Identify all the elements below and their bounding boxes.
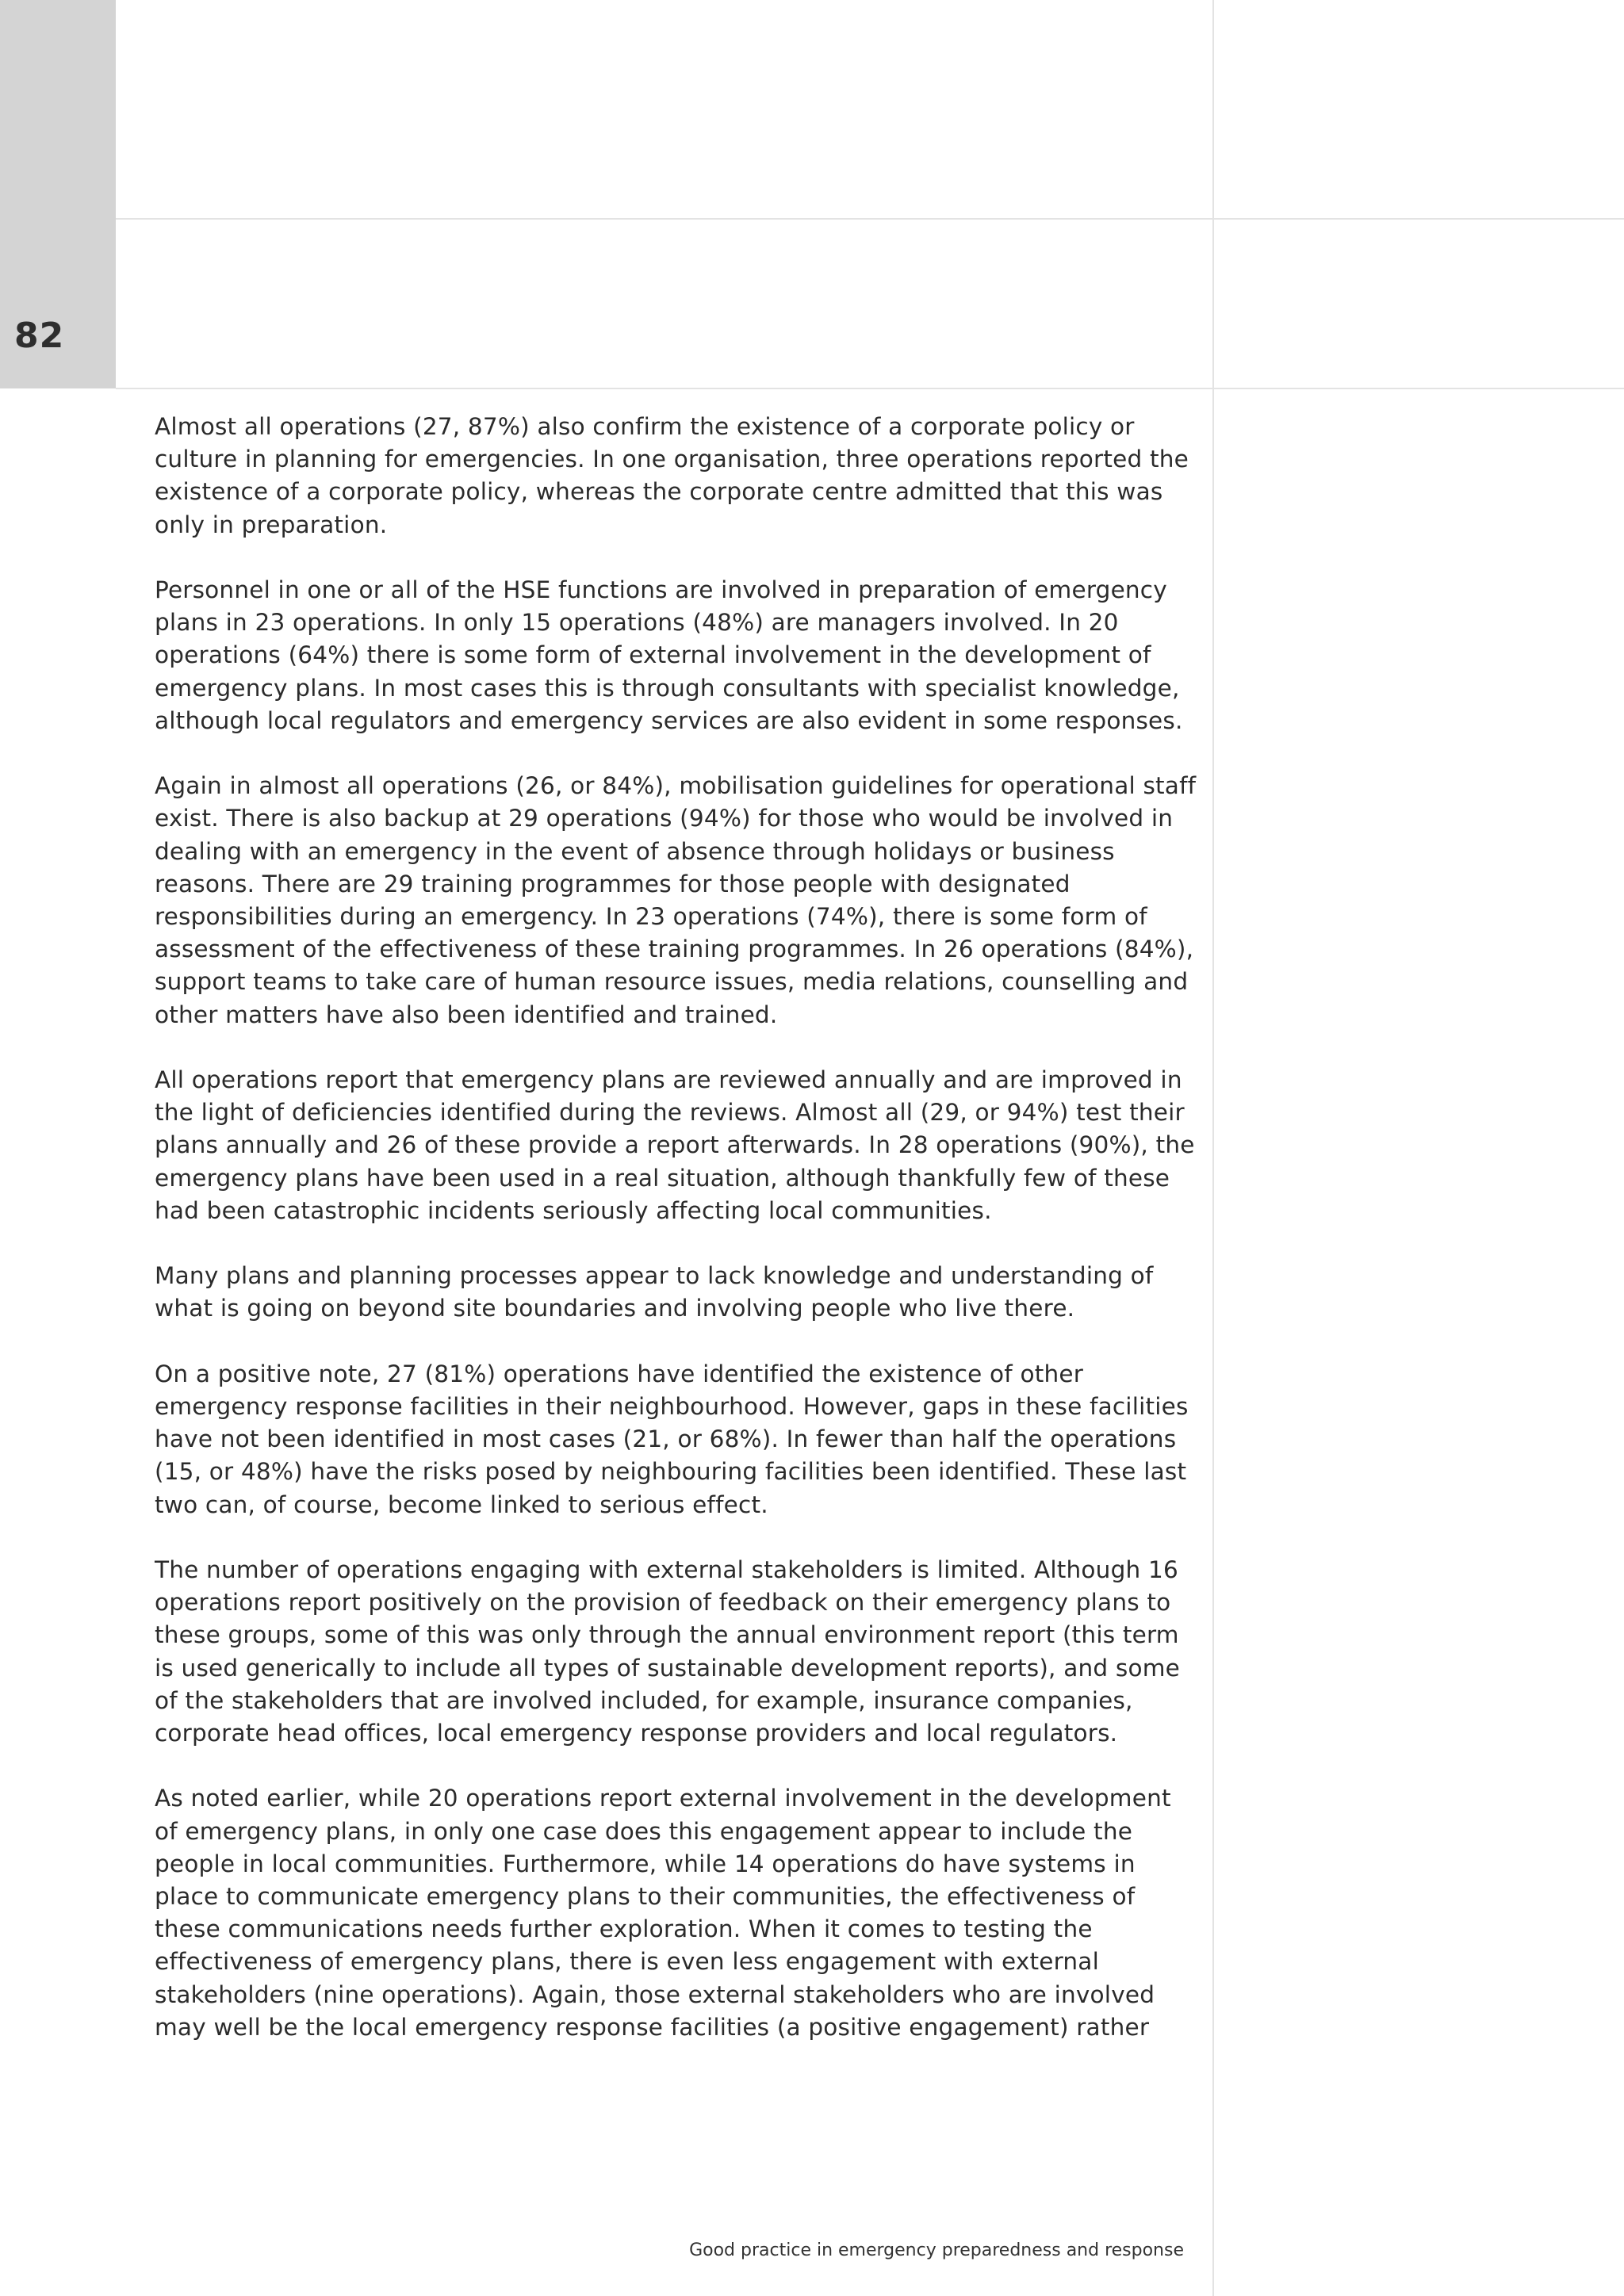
body-text	[155, 411, 1201, 2044]
paragraph: The number of operations engaging with external stakeholders is limited. Although 16 operations report positively on the provision of feedback on their emergency plans to these groups, some of this was only through the annual environment report (this term is used generically to include all types of sustainable development reports), and some of the stakeholders that are involved included, for example, insurance companies, corporate head offices, local emergency response providers and local regulators.	[155, 1556, 1180, 1747]
paragraph: On a positive note, 27 (81%) operations have identified the existence of other emergency response facilities in their neighbourhood. However, gaps in these facilities have not been identified in most cases (21, or 68%). In fewer than half the operations (15, or 48%) have the risks posed by neighbouring facilities been identified. These last two can, of course, become linked to serious effect.	[155, 1360, 1189, 1518]
paragraph: Many plans and planning processes appear to lack knowledge and understanding of what is going on beyond site boundaries and involving people who live there.	[155, 1262, 1154, 1322]
margin-rule	[1212, 0, 1214, 2296]
running-footer: Good practice in emergency preparedness and response	[689, 2241, 1184, 2260]
header-rule-top	[116, 218, 1624, 220]
paragraph: All operations report that emergency plans are reviewed annually and are improved in the light of deficiencies identified during the reviews. Almost all (29, or 94%) test their plans annually and 26 of these provide a report afterwards. In 28 operations (90%), the emergency plans have been used in a real situation, although thankfully few of these had been catastrophic incidents seriously affecting local communities.	[155, 1066, 1195, 1224]
paragraph: Again in almost all operations (26, or 84%), mobilisation guidelines for operational staff exist. There is also backup at 29 operations (94%) for those who would be involved in dealing with an emergency in the event of absence through holidays or business reasons. There are 29 training programmes for those people with designated responsibilities during an emergency. In 23 operations (74%), there is some form of assessment of the effectiveness of these training programmes. In 26 operations (84%), support teams to take care of human resource issues, media relations, counselling and other matters have also been identified and trained.	[155, 772, 1197, 1028]
page-number: 82	[14, 316, 65, 356]
paragraph: As noted earlier, while 20 operations report external involvement in the development of emergency plans, in only one case does this engagement appear to include the people in local communities. Furthermore, while 14 operations do have systems in place to communicate emergency plans to their communities, the effectiveness of these communications needs further exploration. When it comes to testing the effectiveness of emergency plans, there is even less engagement with external stakeholders (nine operations). Again, those external stakeholders who are involved may well be the local emergency response facilities (a positive engagement) rather	[155, 1785, 1171, 2041]
header-rule-bottom	[116, 388, 1624, 389]
paragraph: Personnel in one or all of the HSE functions are involved in preparation of emergency plans in 23 operations. In only 15 operations (48%) are managers involved. In 20 operations (64%) there is some form of external involvement in the development of emergency plans. In most cases this is through consultants with specialist knowledge, although local regulators and emergency services are also evident in some responses.	[155, 576, 1183, 734]
paragraph: Almost all operations (27, 87%) also confirm the existence of a corporate policy or culture in planning for emergencies. In one organisation, three operations reported the existence of a corporate policy, whereas the corporate centre admitted that this was only in preparation.	[155, 413, 1189, 538]
